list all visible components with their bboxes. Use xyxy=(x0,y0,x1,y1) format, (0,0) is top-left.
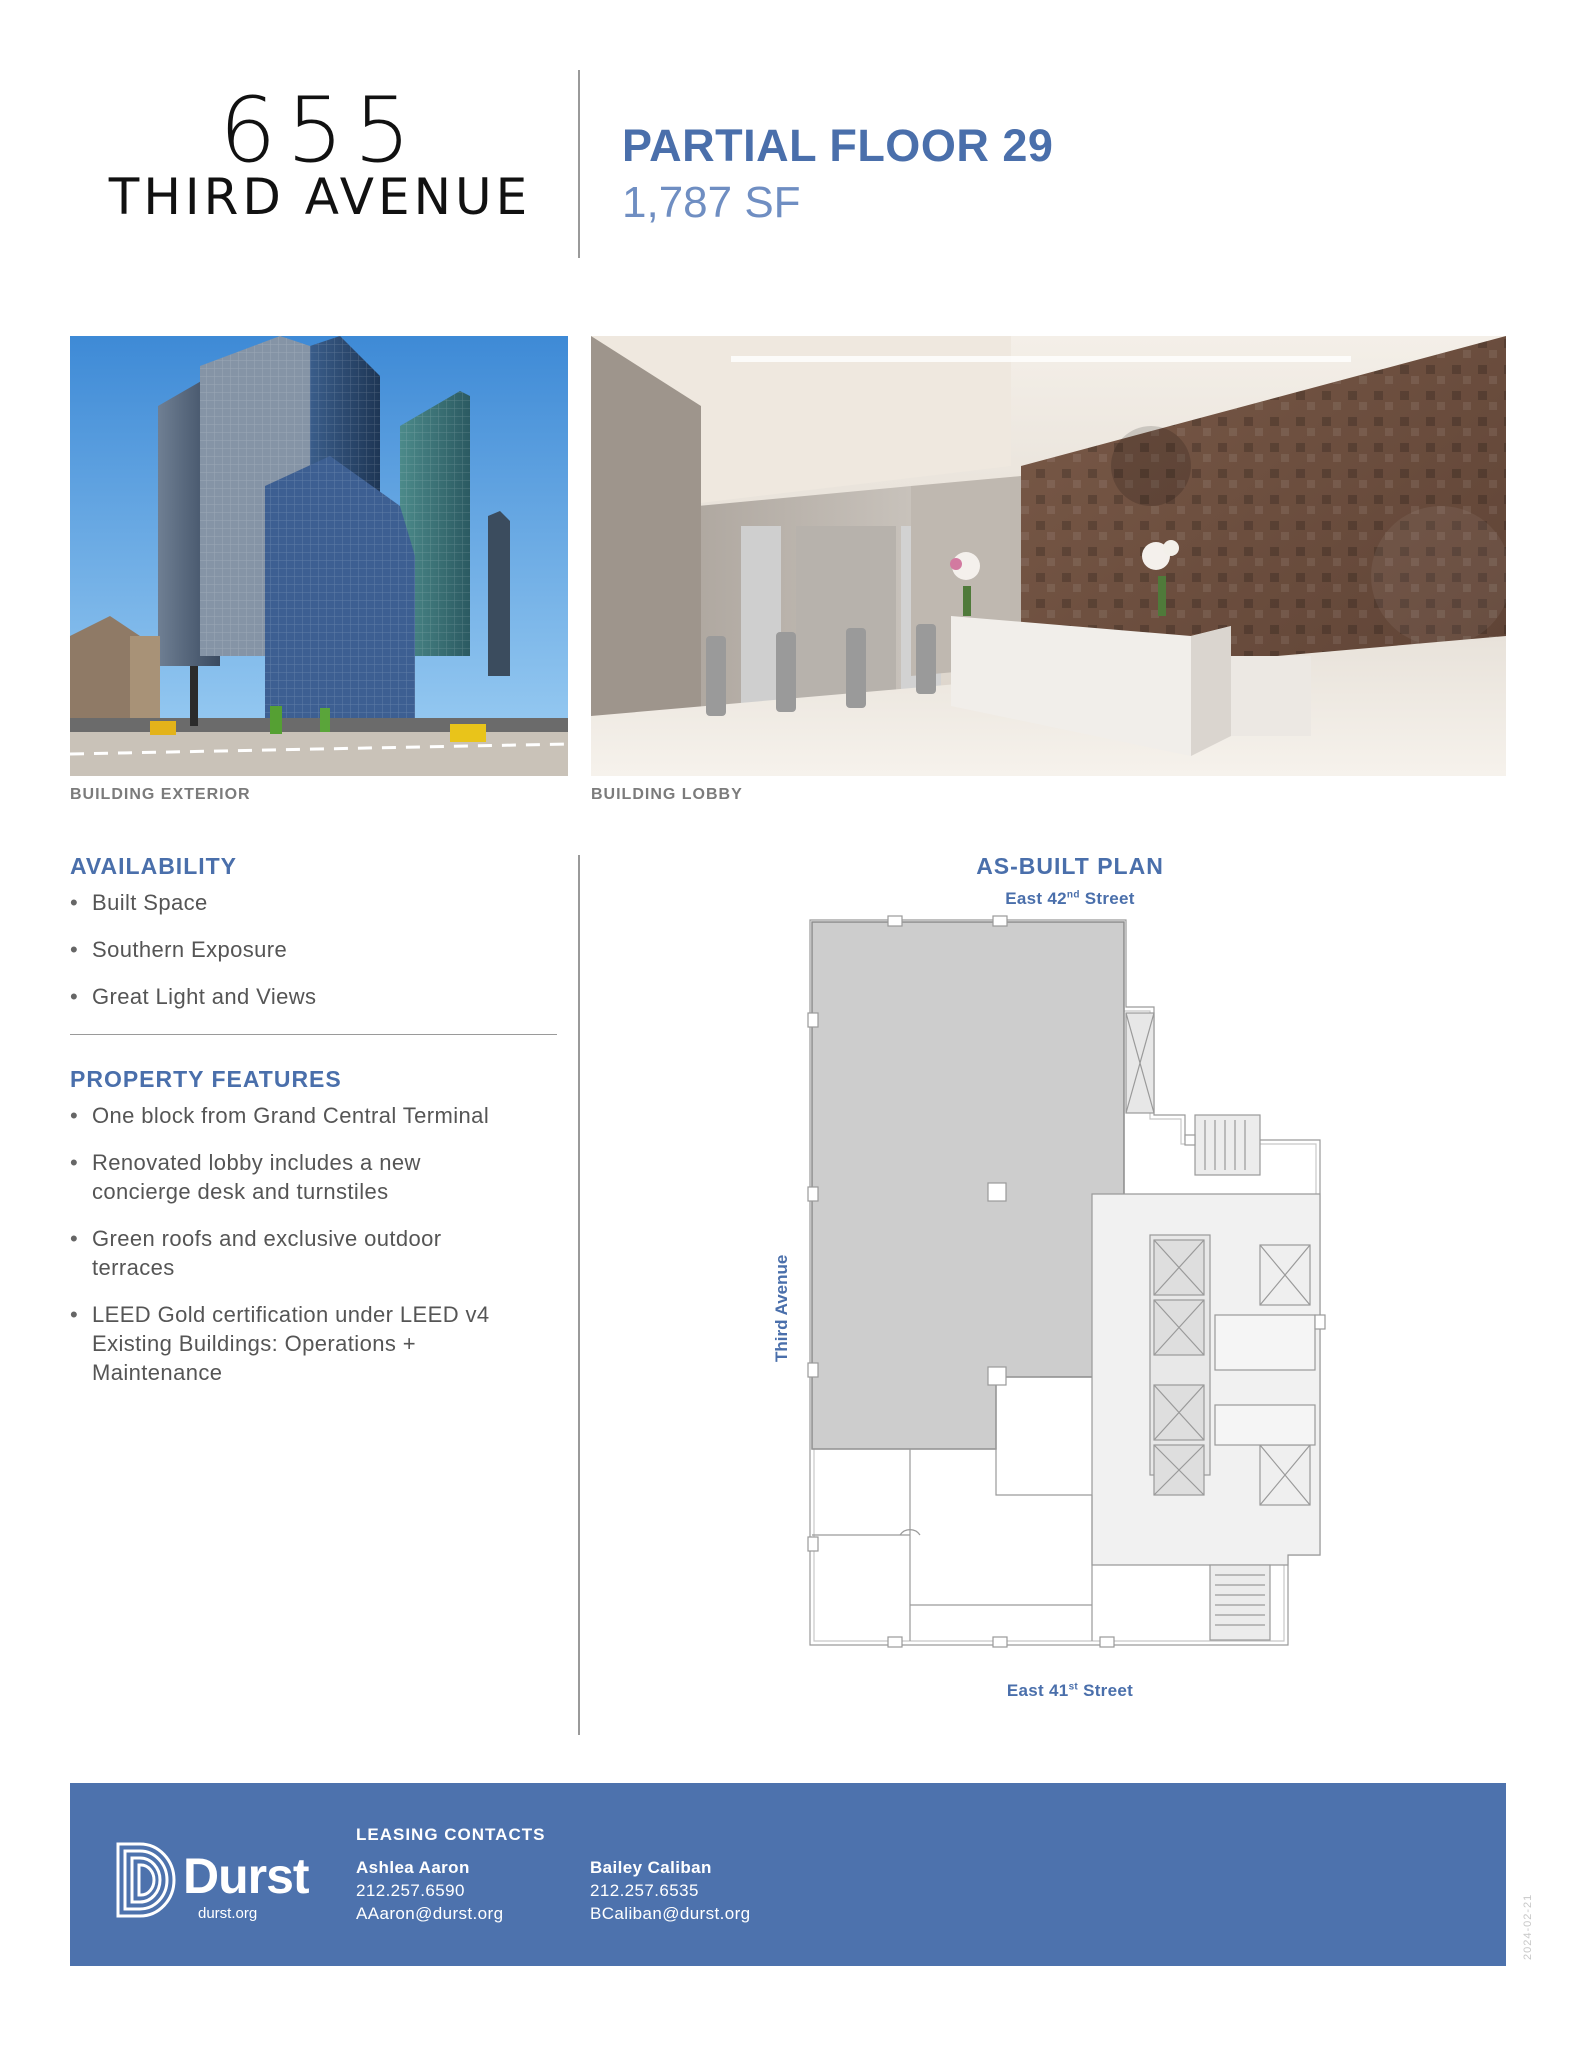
contacts-heading: LEASING CONTACTS xyxy=(356,1825,546,1844)
feature-item: • Green roofs and exclusive outdoor terraces xyxy=(70,1224,500,1282)
feature-item: • Renovated lobby includes a new concierge desk and turnstiles xyxy=(70,1148,500,1206)
contact-email[interactable]: BCaliban@durst.org xyxy=(590,1904,751,1923)
availability-list xyxy=(70,888,550,1011)
availability-item: • Great Light and Views xyxy=(70,982,550,1011)
durst-logo-icon xyxy=(114,1840,176,1920)
lobby-caption: BUILDING LOBBY xyxy=(591,786,743,803)
date-stamp: 2024-02-21 xyxy=(1522,1893,1534,1960)
feature-item: • One block from Grand Central Terminal xyxy=(70,1101,500,1130)
floor-area: 1,787 SF xyxy=(622,178,801,227)
contact-name: Ashlea Aaron xyxy=(356,1858,470,1877)
west-street-label: Third Avenue xyxy=(772,1254,791,1362)
durst-logo-word: Durst xyxy=(183,1848,309,1904)
column-divider xyxy=(578,855,580,1735)
feature-item: • LEED Gold certification under LEED v4 Existing Buildings: Operations + Maintenance xyxy=(70,1300,500,1387)
south-street-label: East 41st Street xyxy=(1006,1681,1134,1700)
header-divider xyxy=(578,70,580,258)
contact-phone[interactable]: 212.257.6535 xyxy=(590,1881,699,1900)
features-list xyxy=(70,1101,500,1387)
contact-name: Bailey Caliban xyxy=(590,1858,712,1877)
building-street: THIRD AVENUE xyxy=(108,168,532,226)
contact-phone[interactable]: 212.257.6590 xyxy=(356,1881,465,1900)
durst-url[interactable]: durst.org xyxy=(198,1905,258,1922)
footer-bar xyxy=(70,1783,1506,1966)
contact-email[interactable]: AAaron@durst.org xyxy=(356,1904,504,1923)
availability-item: • Southern Exposure xyxy=(70,935,550,964)
plan-title: AS-BUILT PLAN xyxy=(976,853,1164,879)
availability-heading: AVAILABILITY xyxy=(70,853,238,879)
available-suite xyxy=(812,922,1124,1449)
floor-title: PARTIAL FLOOR 29 xyxy=(622,120,1054,171)
availability-item: • Built Space xyxy=(70,888,550,917)
building-lobby-photo xyxy=(591,336,1506,776)
exterior-caption: BUILDING EXTERIOR xyxy=(70,786,251,803)
features-heading: PROPERTY FEATURES xyxy=(70,1066,342,1092)
north-street-label: East 42nd Street xyxy=(1005,889,1135,908)
floor-plan xyxy=(800,915,1340,1655)
section-divider xyxy=(70,1034,557,1035)
building-exterior-photo xyxy=(70,336,568,776)
building-number: 655 xyxy=(219,78,421,183)
